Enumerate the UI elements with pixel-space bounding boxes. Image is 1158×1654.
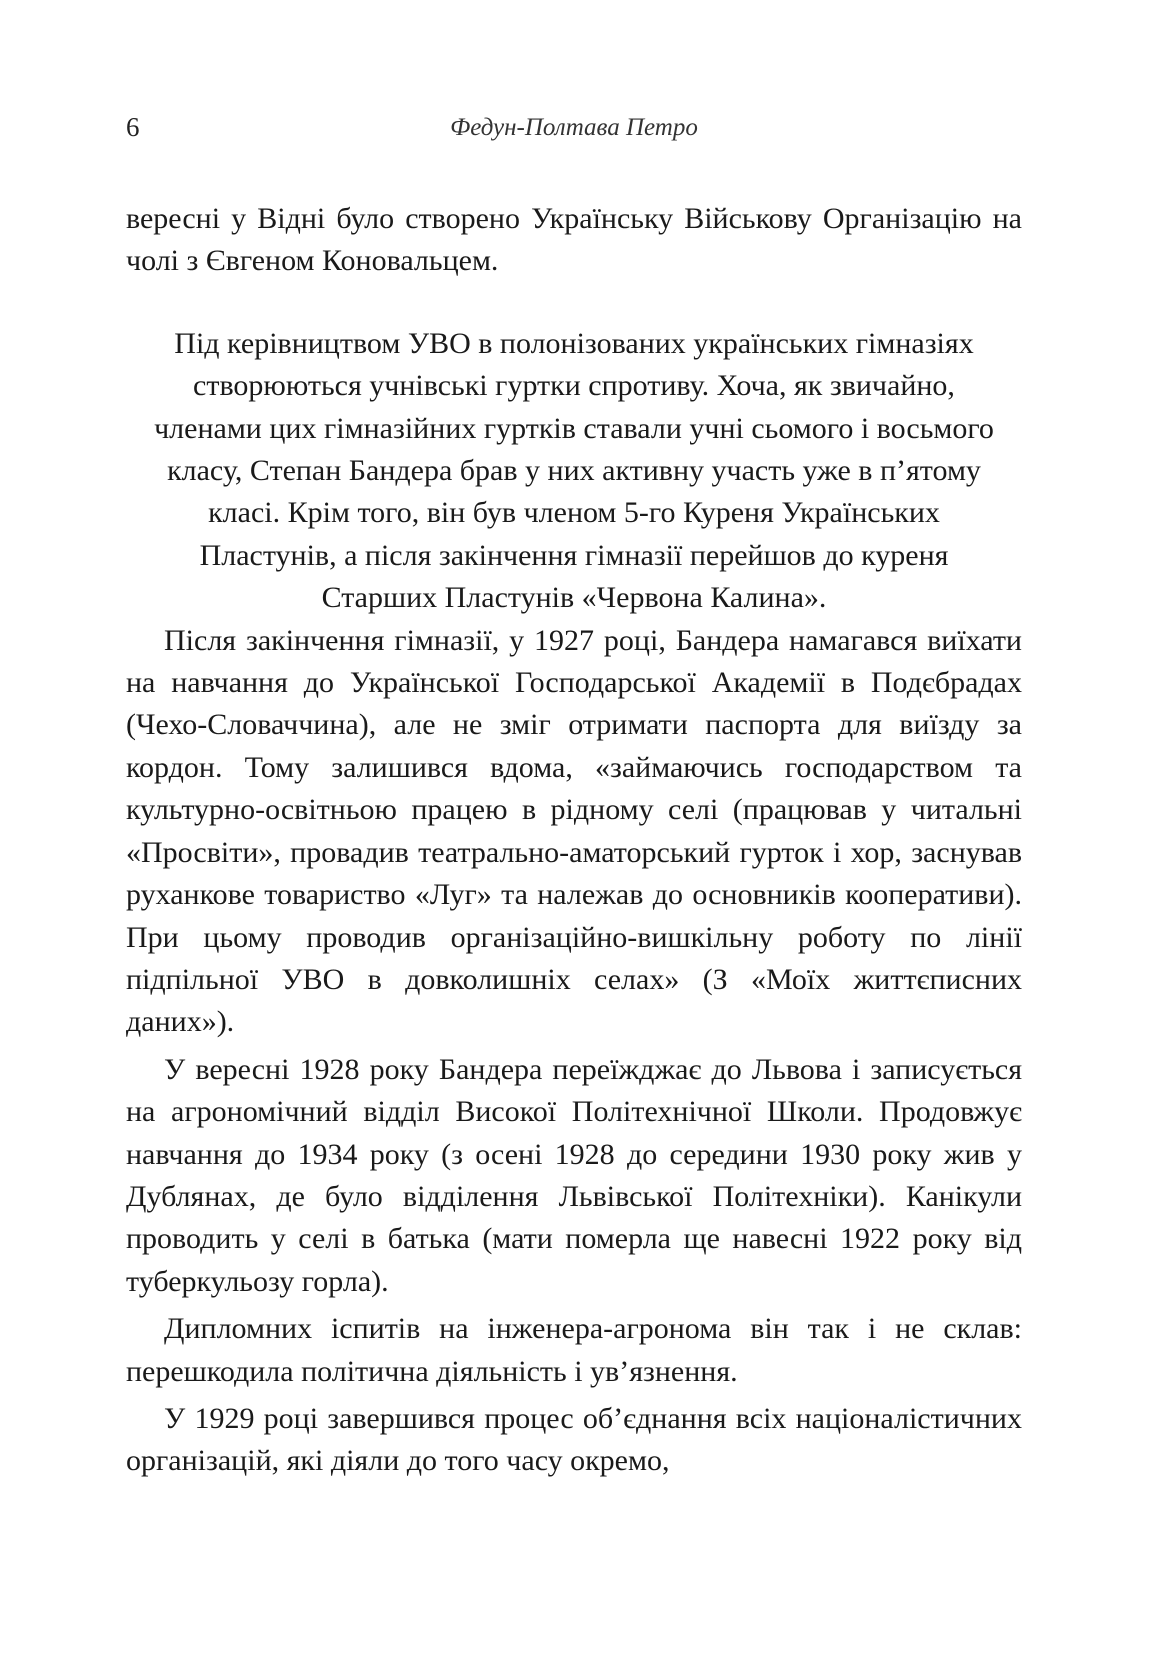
running-title: Федун-Полтава Петро: [450, 114, 698, 141]
page-header: [126, 112, 1022, 152]
paragraph: У вересні 1928 року Бандера переїжджає до Львова і записується на агрономічний відділ Високої Політехнічної Школи. Продовжує навчання до 1934 року (з осені 1928 до середини 1930 року жив у Дублянах, де було відділення Львівської Політехніки). Канікули проводить у селі в батька (мати померла ще навесні 1922 року від туберкульозу горла).: [126, 1052, 1022, 1298]
paragraph: У 1929 році завершився процес об’єднання всіх націоналістичних організацій, які діяли до того часу окремо,: [126, 1401, 1022, 1478]
paragraph: Дипломних іспитів на інженера-агронома він так і не склав: перешкодила політична діяльність і ув’язнення.: [126, 1312, 1022, 1388]
body-text: [126, 198, 1022, 1483]
paragraph: Під керівництвом УВО в полонізованих українських гімназіях створюються учнівські гуртки спротиву. Хоча, як звичайно, членами цих гімназійних гуртків ставали учні сьомого і восьмого класу, Степан Бандера брав у них активну участь уже в п’ятому класі. Крім того, він був членом 5-го Куреня Українських Пластунів, а після закінчення гімназії перейшов до куреня Старших Пластунів «Червона Калина».: [154, 326, 994, 615]
paragraph: Після закінчення гімназії, у 1927 році, Бандера намагався виїхати на навчання до Української Господарської Академії в Подєбрадах (Чехо-Словаччина), але не зміг отримати паспорта для виїзду за кордон. Тому залишився вдома, «займаючись господарством та культурно-освітньою працею в рідному селі (працював у читальні «Просвіти», провадив театрально-аматорський гурток і хор, заснував руханкове товариство «Луг» та належав до основників кооперативи). При цьому проводив організаційно-вишкільну роботу по лінії підпільної УВО в довколишніх селах» (З «Моїх життєписних даних»).: [126, 623, 1022, 1039]
paragraph: вересні у Відні було створено Українську Військову Організацію на чолі з Євгеном Коновальцем.: [126, 202, 1022, 278]
page-number: 6: [126, 112, 140, 142]
